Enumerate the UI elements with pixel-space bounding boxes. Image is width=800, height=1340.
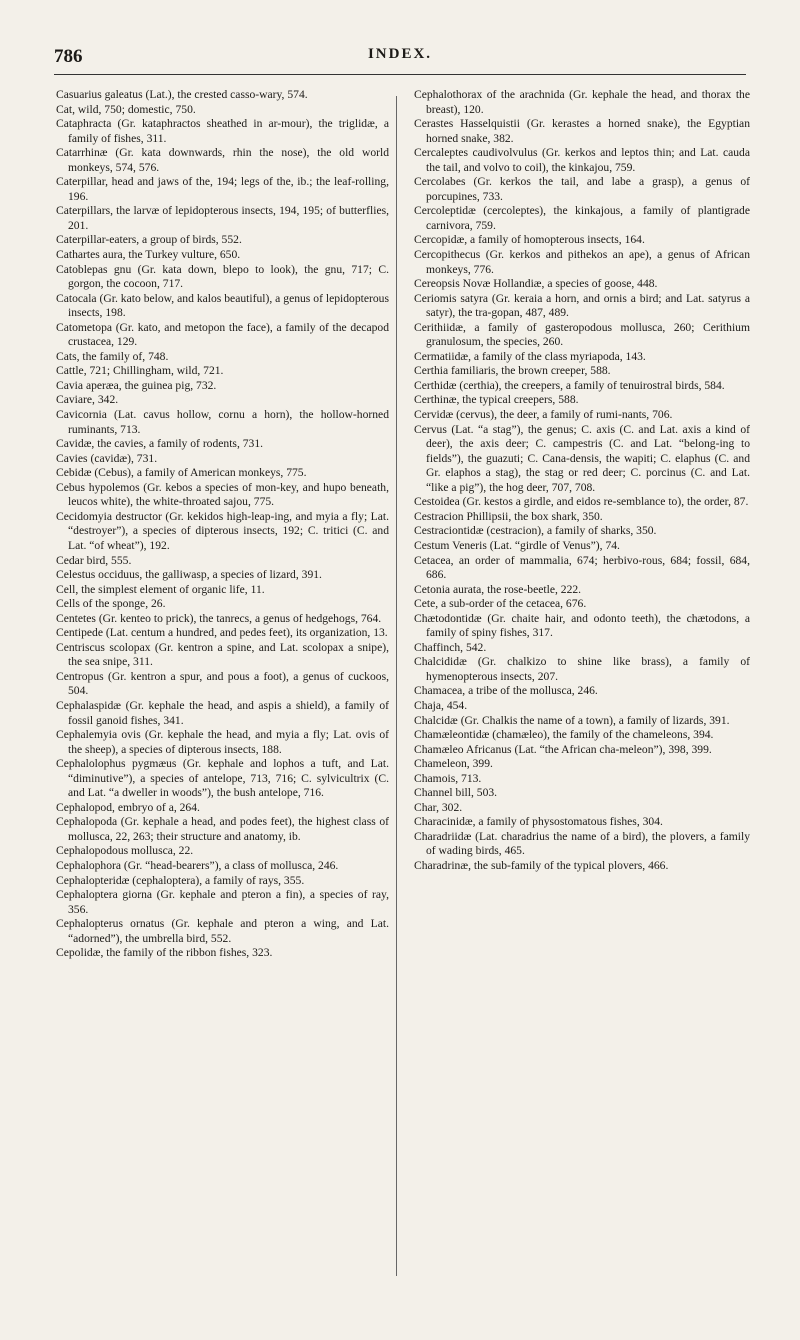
index-entry: Chaffinch, 542. — [414, 640, 487, 654]
index-entry: Catocala (Gr. kato below, and kalos beautiful), a genus of lepidopterous insects, 198. — [56, 291, 389, 320]
index-entry: Caviare, 342. — [56, 393, 119, 407]
index-entry: Charadrinæ, the sub-family of the typical plovers, 466. — [414, 858, 669, 872]
index-entry: Cereopsis Novæ Hollandiæ, a species of goose, 448. — [414, 277, 658, 291]
index-entry: Cebidæ (Cebus), a family of American monkeys, 775. — [56, 466, 307, 480]
index-entry: Cercoleptidæ (cercoleptes), the kinkajous, a family of plantigrade carnivora, 759. — [414, 204, 750, 232]
index-entry: Cermatiidæ, a family of the class myriapoda, 143. — [414, 349, 646, 363]
index-entry: Cercolabes (Gr. kerkos the tail, and labe a grasp), a genus of porcupines, 733. — [414, 175, 750, 203]
index-entry: Cephalaspidæ (Gr. kephale the head, and aspis a shield), a family of fossil ganoid fishes, 341. — [56, 698, 389, 727]
index-entry: Cephalopod, embryo of a, 264. — [56, 800, 200, 814]
index-entry: Centropus (Gr. kentron a spur, and pous a foot), a genus of cuckoos, 504. — [56, 669, 389, 698]
index-entry: Cephalopterus ornatus (Gr. kephale and pteron a wing, and Lat. “adorned”), the umbrella bird, 552. — [56, 917, 389, 945]
index-entry: Cephalemyia ovis (Gr. kephale the head, and myia a fly; Lat. ovis of the sheep), a species of dipterous insects, 188. — [56, 728, 389, 756]
index-entry: Cervidæ (cervus), the deer, a family of rumi-nants, 706. — [414, 408, 673, 422]
index-entry: Cavies (cavidæ), 731. — [56, 451, 158, 465]
index-entry: Cedar bird, 555. — [56, 553, 132, 567]
page-header — [54, 42, 746, 78]
index-entry: Cats, the family of, 748. — [56, 349, 169, 363]
index-entry: Cerithiidæ, a family of gasteropodous mollusca, 260; Cerithium granulosum, the species, 260. — [414, 320, 750, 349]
column-divider — [396, 96, 397, 1276]
index-entry: Cestoidea (Gr. kestos a girdle, and eidos re-semblance to), the order, 87. — [414, 495, 749, 509]
running-title: INDEX. — [367, 46, 433, 62]
index-entry: Caterpillars, the larvæ of lepidopterous insects, 194, 195; of butterflies, 201. — [56, 204, 389, 232]
index-entry: Cells of the sponge, 26. — [56, 597, 166, 611]
index-entry: Cephalophora (Gr. “head-bearers”), a class of mollusca, 246. — [56, 858, 339, 872]
index-entry: Charadriidæ (Lat. charadrius the name of a bird), the plovers, a family of wading birds, 465. — [414, 829, 750, 858]
index-entry: Cattle, 721; Chillingham, wild, 721. — [56, 364, 224, 378]
index-entry: Cat, wild, 750; domestic, 750. — [56, 102, 196, 116]
index-entry: Centriscus scolopax (Gr. kentron a spine, and Lat. scolopax a snipe), the sea snipe, 311. — [56, 640, 389, 669]
right-column — [414, 88, 750, 874]
index-entry: Cavia aperæa, the guinea pig, 732. — [56, 378, 217, 392]
index-entry: Catometopa (Gr. kato, and metopon the face), a family of the decapod crustacea, 129. — [56, 320, 389, 349]
index-entry: Cathartes aura, the Turkey vulture, 650. — [56, 248, 241, 262]
index-entry: Chalcididæ (Gr. chalkizo to shine like brass), a family of hymenopterous insects, 207. — [414, 655, 750, 683]
index-entry: Centipede (Lat. centum a hundred, and pedes feet), its organization, 13. — [56, 626, 388, 640]
index-entry: Char, 302. — [414, 800, 463, 814]
index-entry: Centetes (Gr. kenteo to prick), the tanrecs, a genus of hedgehogs, 764. — [56, 611, 382, 625]
index-entry: Cavicornia (Lat. cavus hollow, cornu a horn), the hollow-horned ruminants, 713. — [56, 408, 389, 436]
index-entry: Chamæleo Africanus (Lat. “the African cha-meleon”), 398, 399. — [414, 742, 712, 756]
index-entry: Cell, the simplest element of organic life, 11. — [56, 582, 265, 596]
index-entry: Cebus hypolemos (Gr. kebos a species of mon-key, and hupo beneath, leucos white), the white-throated sajou, 775. — [56, 480, 389, 509]
index-entry: Cestracion Phillipsii, the box shark, 350. — [414, 509, 603, 523]
index-entry: Cercopithecus (Gr. kerkos and pithekos an ape), a genus of African monkeys, 776. — [414, 248, 750, 276]
index-entry: Certhinæ, the typical creepers, 588. — [414, 393, 579, 407]
index-entry: Certhidæ (certhia), the creepers, a family of tenuirostral birds, 584. — [414, 378, 725, 392]
index-entry: Cercaleptes caudivolvulus (Gr. kerkos and leptos thin; and Lat. cauda the tail, and volvo to coil), the kinkajou, 759. — [414, 146, 750, 174]
index-entry: Caterpillar-eaters, a group of birds, 552. — [56, 233, 242, 247]
index-entry: Cestraciontidæ (cestracion), a family of sharks, 350. — [414, 524, 657, 538]
index-entry: Chamacea, a tribe of the mollusca, 246. — [414, 684, 598, 698]
index-entry: Cervus (Lat. “a stag”), the genus; C. axis (C. and Lat. axis a kind of deer), the axis deer; C. campestris (C. and Lat. “belong-ing to fields”), the guazuti; C. Cana-densis, the wapiti; C. elaphus (C. and Gr. elaphos a stag), the stag or red deer; C. porcinus (C. and Lat. “like a pig”), the hog deer, 707, 708. — [414, 422, 750, 494]
index-entry: Chaja, 454. — [414, 698, 468, 712]
page-number: 786 — [54, 46, 83, 67]
index-entry: Cercopidæ, a family of homopterous insects, 164. — [414, 233, 645, 247]
index-entry: Cecidomyia destructor (Gr. kekidos high-leap-ing, and myia a fly; Lat. “destroyer”), a species of dipterous insects, 192; C. tritici (C. and Lat. “of wheat”), 192. — [56, 509, 389, 552]
index-entry: Characinidæ, a family of physostomatous fishes, 304. — [414, 815, 663, 829]
index-entry: Catoblepas gnu (Gr. kata down, blepo to look), the gnu, 717; C. gorgon, the cocoon, 717. — [56, 262, 389, 291]
header-rule — [54, 74, 746, 75]
index-entry: Cerastes Hasselquistii (Gr. kerastes a horned snake), the Egyptian horned snake, 382. — [414, 117, 750, 145]
left-column — [56, 88, 389, 961]
index-entry: Cephalolophus pygmæus (Gr. kephale and lophos a tuft, and Lat. “diminutive”), a species of antelope, 713, 716; C. sylvicultrix (C. and Lat. “a dweller in woods”), the bush antelope, 716. — [56, 757, 389, 800]
index-entry: Caterpillar, head and jaws of the, 194; legs of the, ib.; the leaf-rolling, 196. — [56, 175, 389, 203]
index-entry: Certhia familiaris, the brown creeper, 588. — [414, 364, 611, 378]
index-entry: Celestus occiduus, the galliwasp, a species of lizard, 391. — [56, 568, 322, 582]
index-entry: Cepolidæ, the family of the ribbon fishes, 323. — [56, 946, 273, 960]
index-entry: Cestum Veneris (Lat. “girdle of Venus”), 74. — [414, 538, 620, 552]
index-entry: Cephalopoda (Gr. kephale a head, and podes feet), the highest class of mollusca, 22, 263; their structure and anatomy, ib. — [56, 815, 389, 843]
index-entry: Cephalopteridæ (cephaloptera), a family of rays, 355. — [56, 873, 305, 887]
index-entry: Chætodontidæ (Gr. chaite hair, and odonto teeth), the chætodons, a family of spiny fishes, 317. — [414, 611, 750, 640]
index-entry: Catarrhinæ (Gr. kata downwards, rhin the nose), the old world monkeys, 574, 576. — [56, 146, 389, 174]
index-entry: Cataphracta (Gr. kataphractos sheathed in ar-mour), the triglidæ, a family of fishes, 311. — [56, 117, 389, 145]
index-entry: Chalcidæ (Gr. Chalkis the name of a town), a family of lizards, 391. — [414, 713, 730, 727]
index-entry: Channel bill, 503. — [414, 786, 498, 800]
index-entry: Cetonia aurata, the rose-beetle, 222. — [414, 582, 582, 596]
index-entry: Ceriomis satyra (Gr. keraia a horn, and ornis a bird; and Lat. satyrus a satyr), the tra-gopan, 487, 489. — [414, 291, 750, 320]
index-entry: Cavidæ, the cavies, a family of rodents, 731. — [56, 437, 264, 451]
index-entry: Cetacea, an order of mammalia, 674; herbivo-rous, 684; fossil, 684, 686. — [414, 553, 750, 582]
index-entry: Casuarius galeatus (Lat.), the crested casso-wary, 574. — [56, 88, 308, 101]
index-entry: Cete, a sub-order of the cetacea, 676. — [414, 597, 587, 611]
index-entry: Cephaloptera giorna (Gr. kephale and pteron a fin), a species of ray, 356. — [56, 888, 389, 916]
index-entry: Chamois, 713. — [414, 771, 482, 785]
index-entry: Chameleon, 399. — [414, 757, 493, 771]
index-entry: Cephalopodous mollusca, 22. — [56, 844, 194, 858]
index-entry: Chamæleontidæ (chamæleo), the family of the chameleons, 394. — [414, 728, 714, 742]
index-entry: Cephalothorax of the arachnida (Gr. kephale the head, and thorax the breast), 120. — [414, 88, 750, 116]
